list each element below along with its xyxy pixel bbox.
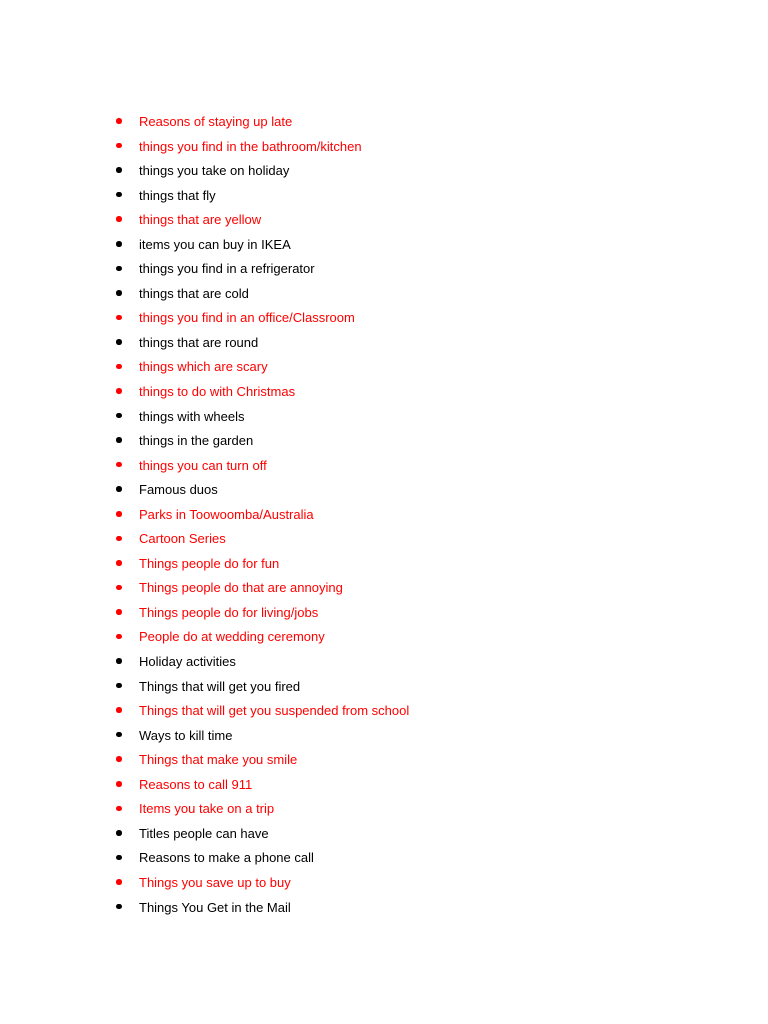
list-item xyxy=(112,331,672,356)
topic-bullet-list xyxy=(112,110,672,920)
list-item-text: things you find in the bathroom/kitchen xyxy=(139,138,362,154)
list-item-text: Parks in Toowoomba/Australia xyxy=(139,506,314,522)
bullet-icon xyxy=(116,707,122,713)
bullet-icon xyxy=(116,266,122,272)
bullet-icon xyxy=(116,830,122,836)
bullet-icon xyxy=(116,315,122,321)
list-item-text: things you find in an office/Classroom xyxy=(139,310,355,326)
bullet-icon xyxy=(116,806,122,812)
list-item xyxy=(112,846,672,871)
list-item-text: things with wheels xyxy=(139,408,245,424)
list-item xyxy=(112,871,672,896)
list-item xyxy=(112,527,672,552)
list-item-text: Reasons of staying up late xyxy=(139,114,293,129)
list-item xyxy=(112,454,672,479)
list-item-text: Cartoon Series xyxy=(139,531,226,547)
list-item-text: Things people do for living/jobs xyxy=(139,604,319,620)
list-item xyxy=(112,306,672,331)
bullet-icon xyxy=(116,364,122,370)
list-item xyxy=(112,601,672,626)
list-item-text: things that fly xyxy=(139,187,216,203)
bullet-icon xyxy=(116,585,122,591)
list-item-text: Things people do for fun xyxy=(139,555,280,571)
list-item xyxy=(112,650,672,675)
list-item-text: Reasons to call 911 xyxy=(139,776,253,792)
bullet-icon xyxy=(116,437,122,443)
list-item xyxy=(112,233,672,258)
bullet-icon xyxy=(116,904,122,910)
list-item-text: People do at wedding ceremony xyxy=(139,629,325,645)
list-item-text: Things you save up to buy xyxy=(139,874,291,890)
bullet-icon xyxy=(116,732,122,738)
bullet-icon xyxy=(116,855,122,861)
bullet-icon xyxy=(116,536,122,542)
bullet-icon xyxy=(116,781,122,787)
bullet-icon xyxy=(116,216,122,222)
bullet-icon xyxy=(116,511,122,517)
bullet-icon xyxy=(116,486,122,492)
list-item-text: Holiday activities xyxy=(139,654,236,670)
bullet-icon xyxy=(116,413,122,419)
list-item-text: Things You Get in the Mail xyxy=(139,899,291,915)
list-item-text: things that are round xyxy=(139,334,259,350)
list-item xyxy=(112,576,672,601)
list-item-text: Things that make you smile xyxy=(139,752,298,768)
bullet-icon xyxy=(116,609,122,615)
list-item xyxy=(112,503,672,528)
list-item-text: items you can buy in IKEA xyxy=(139,236,291,252)
bullet-icon xyxy=(116,462,122,468)
bullet-icon xyxy=(116,658,122,664)
bullet-icon xyxy=(116,634,122,640)
bullet-icon xyxy=(116,388,122,394)
bullet-icon xyxy=(116,192,122,198)
bullet-icon xyxy=(116,241,122,247)
list-item-text: Titles people can have xyxy=(139,825,269,841)
list-item-text: Ways to kill time xyxy=(139,727,233,743)
list-item xyxy=(112,625,672,650)
bullet-icon xyxy=(116,167,122,173)
list-item-text: Famous duos xyxy=(139,482,218,498)
list-item xyxy=(112,773,672,798)
bullet-icon xyxy=(116,560,122,566)
list-item xyxy=(112,699,672,724)
list-item-text: things you can turn off xyxy=(139,457,267,473)
list-item-text: Items you take on a trip xyxy=(139,801,275,817)
list-item xyxy=(112,822,672,847)
bullet-icon xyxy=(116,879,122,885)
list-item xyxy=(112,896,672,921)
bullet-icon xyxy=(116,118,122,124)
list-item xyxy=(112,552,672,577)
list-item xyxy=(112,797,672,822)
list-item xyxy=(112,282,672,307)
list-item-text: Things that will get you fired xyxy=(139,678,301,694)
list-item xyxy=(112,135,672,160)
bullet-icon xyxy=(116,339,122,345)
list-item xyxy=(112,257,672,282)
list-item-text: things in the garden xyxy=(139,433,254,449)
list-item-text: Things people do that are annoying xyxy=(139,580,343,596)
list-item xyxy=(112,184,672,209)
list-item xyxy=(112,405,672,430)
list-item xyxy=(112,380,672,405)
list-item xyxy=(112,355,672,380)
list-item-text: things you take on holiday xyxy=(139,163,290,179)
list-item xyxy=(112,675,672,700)
bullet-icon xyxy=(116,756,122,762)
list-item-text: things which are scary xyxy=(139,359,268,375)
list-item-text: Reasons to make a phone call xyxy=(139,850,314,866)
list-item xyxy=(112,478,672,503)
bullet-icon xyxy=(116,683,122,689)
list-item xyxy=(112,429,672,454)
bullet-icon xyxy=(116,143,122,149)
list-item-text: things that are yellow xyxy=(139,212,262,228)
list-item xyxy=(112,110,672,135)
list-item xyxy=(112,724,672,749)
list-item xyxy=(112,208,672,233)
list-item xyxy=(112,748,672,773)
list-item-text: things you find in a refrigerator xyxy=(139,261,315,277)
bullet-icon xyxy=(116,290,122,296)
list-item xyxy=(112,159,672,184)
list-item-text: things that are cold xyxy=(139,285,249,301)
list-item-text: Things that will get you suspended from school xyxy=(139,703,410,719)
list-item-text: things to do with Christmas xyxy=(139,384,296,400)
